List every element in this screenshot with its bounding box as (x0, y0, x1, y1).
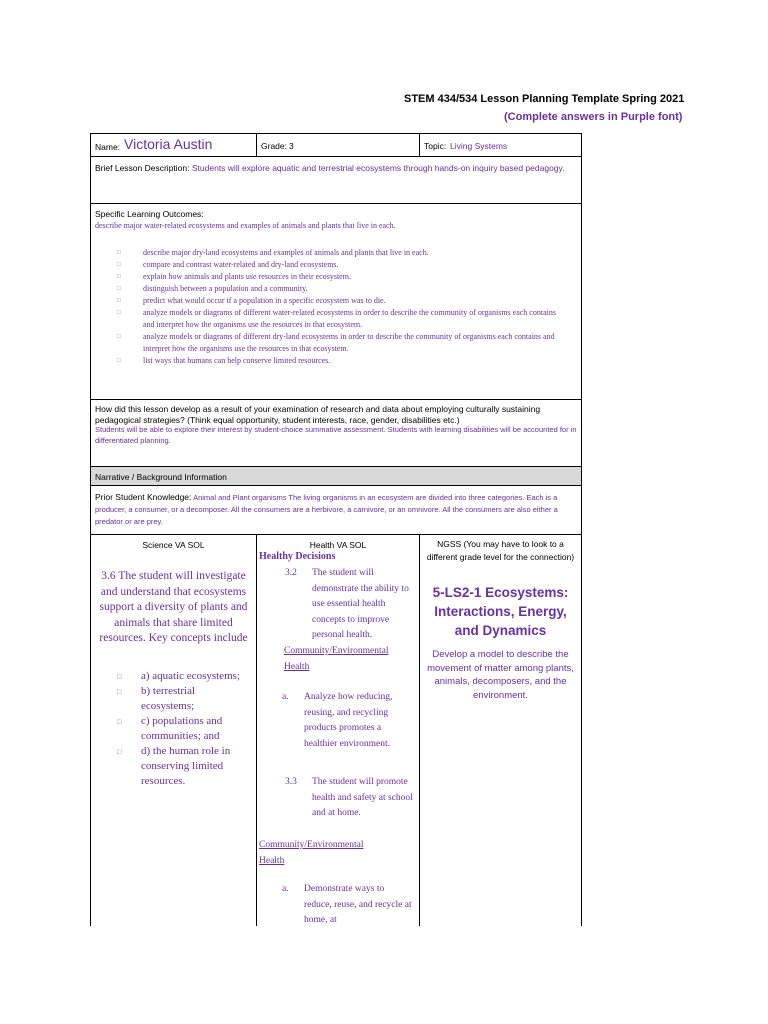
topic-label: Topic: (424, 141, 447, 151)
science-concepts-list (117, 669, 246, 789)
research-answer: Students will be able to explore their interest by student-choice summative assessment. Students with learning disabilities will be accounted for in differentiated planning. (95, 425, 577, 445)
science-concept-item: □ d) the human role in conserving limited resources. (117, 744, 246, 789)
prior-label: Prior Student Knowledge: (95, 492, 192, 502)
name-label: Name: (95, 142, 121, 152)
outcome-item: □ analyze models or diagrams of different dry-land ecosystems in order to describe the community of organisms each contains and interpret how the organisms use the resources in that ecosystem. (117, 331, 557, 355)
health-item-letter: a. (282, 884, 289, 894)
outcome-item: □ analyze models or diagrams of different water-related ecosystems in order to describe the community of organisms each contains and interpret how the organisms use the resources in that ecosystem. (117, 307, 557, 331)
outcome-item: □ explain how animals and plants use resources in their ecosystem. (117, 271, 557, 283)
grade-label: Grade: (261, 141, 287, 151)
outcome-item: □ describe major dry-land ecosystems and examples of animals and plants that live in each. (117, 247, 557, 259)
outcome-item: □ compare and contrast water-related and dry-land ecosystems. (117, 259, 557, 271)
ngss-header: NGSS (You may have to look to a different grade level for the connection) (426, 539, 575, 562)
topic-cell (419, 133, 582, 157)
outcome-item: □ list ways that humans can help conserve limited resources. (117, 355, 557, 367)
outcomes-list (117, 247, 557, 367)
research-question: How did this lesson develop as a result of your examination of research and data about employing culturally sustaining pedagogical strategies? (Think equal opportunity, student interests, race, gender, disabilities etc.) (95, 404, 541, 425)
health-item-letter: a. (282, 692, 289, 702)
health-standard-number: 3.2 (285, 568, 297, 578)
brief-value: Students will explore aquatic and terrestrial ecosystems through hands-on inquiry based pedagogy. (191, 163, 565, 173)
narrative-header (90, 466, 582, 486)
name-value: Victoria Austin (124, 136, 213, 152)
community-health-heading: Community/Environmental Health (284, 646, 389, 672)
science-concept-item: □ a) aquatic ecosystems; (117, 669, 246, 684)
ngss-description: Develop a model to describe the movement of matter among plants, animals, decomposers, and the environment. (427, 649, 574, 701)
outcomes-intro: describe major water-related ecosystems and examples of animals and plants that live in each. (95, 221, 396, 230)
research-cell (90, 399, 582, 467)
science-concept-item: □ b) terrestrial ecosystems; (117, 684, 246, 714)
learning-outcomes-cell (90, 203, 582, 400)
purple-font-note: (Complete answers in Purple font) (504, 111, 683, 123)
health-item-text: Demonstrate ways to reduce, reuse, and recycle at home, at (304, 884, 412, 925)
health-sol-cell (256, 534, 420, 926)
prior-value: Animal and Plant organisms The living organisms in an ecosystem are divided into three categories. Each is a producer, a consumer, or a decomposer. All the consumers are a herbivore, a carnivore, or an omnivore. All the consumers are also either a predator or are prey. (95, 493, 558, 526)
grade-cell (256, 133, 420, 157)
topic-value: Living Systems (450, 141, 508, 151)
community-health-heading: Community/Environmental Health (259, 840, 364, 866)
science-header: Science VA SOL (142, 540, 205, 550)
health-standard-number: 3.3 (285, 777, 297, 787)
health-standard-text: The student will demonstrate the ability to use essential health concepts to improve personal health. (312, 568, 409, 640)
brief-label: Brief Lesson Description: (95, 163, 190, 173)
ngss-code: 5-LS2-1 Ecosystems: Interactions, Energy, and Dynamics (432, 585, 569, 638)
name-cell (90, 133, 257, 157)
science-sol-cell (90, 534, 257, 926)
outcome-item: □ predict what would occur if a population in a specific ecosystem was to die. (117, 295, 557, 307)
healthy-decisions-title: Healthy Decisions (259, 551, 336, 562)
template-title: STEM 434/534 Lesson Planning Template Spring 2021 (404, 93, 685, 105)
ngss-cell (419, 534, 582, 926)
health-item-text: Analyze how reducing, reusing, and recycling products promotes a healthier environment. (304, 692, 393, 749)
narrative-label: Narrative / Background Information (95, 472, 227, 482)
prior-knowledge-cell (90, 485, 582, 535)
health-header: Health VA SOL (309, 540, 367, 550)
health-standard-text: The student will promote health and safety at school and at home. (312, 777, 413, 818)
science-standard: 3.6 The student will investigate and understand that ecosystems support a diversity of plants and animals that share limited resources. Key concepts include (99, 570, 248, 644)
brief-description-cell (90, 156, 582, 204)
grade-value: 3 (289, 141, 294, 151)
science-concept-item: □ c) populations and communities; and (117, 714, 246, 744)
outcome-item: □ distinguish between a population and a community. (117, 283, 557, 295)
outcomes-label: Specific Learning Outcomes: (95, 209, 204, 219)
